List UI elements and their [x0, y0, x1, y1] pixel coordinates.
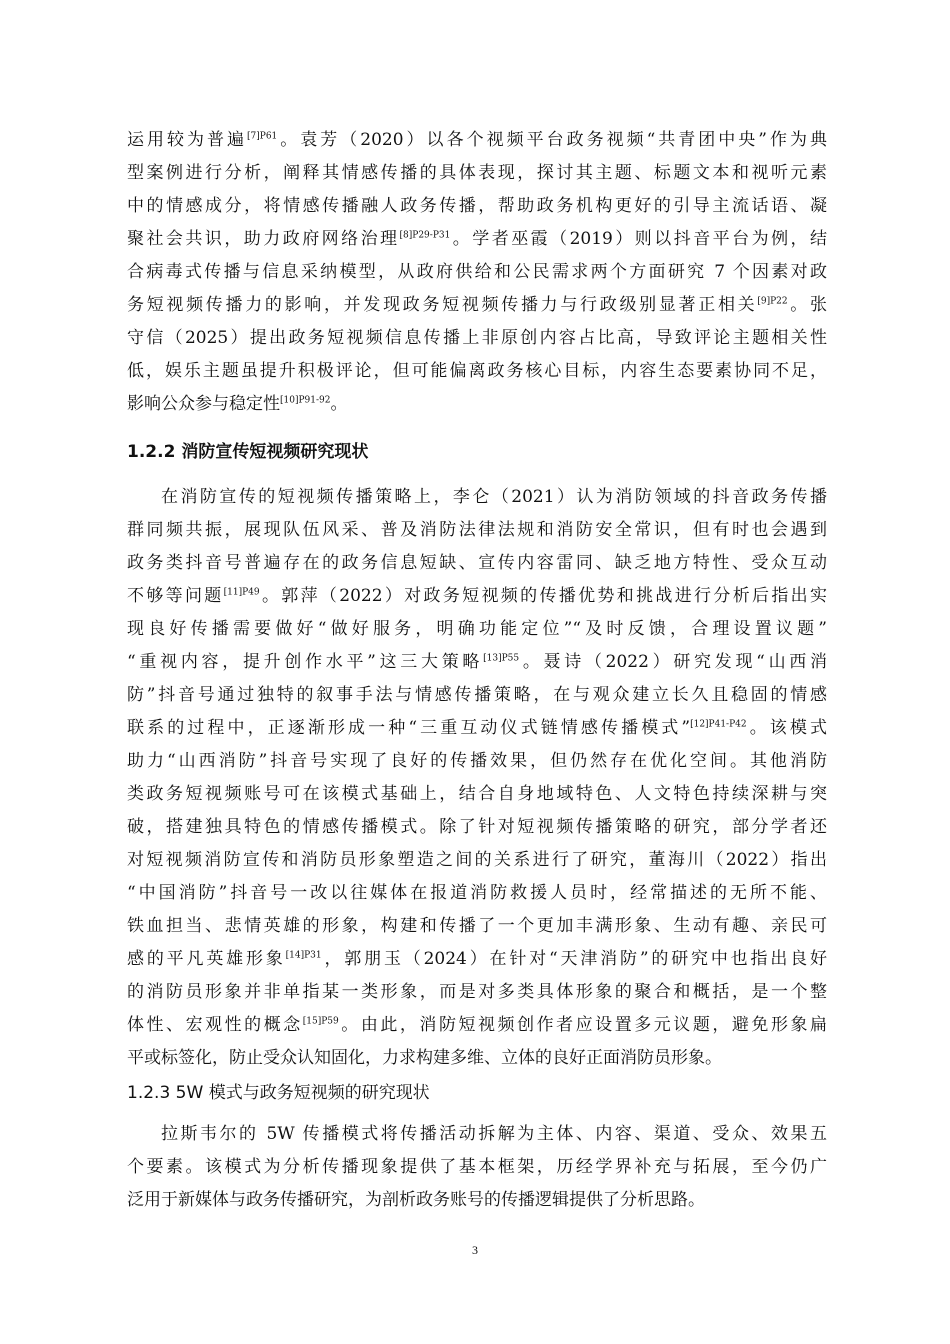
paragraph-1	[127, 124, 827, 421]
citation: [7]P61	[247, 131, 278, 142]
text-line: 群同频共振，展现队伍风采、普及消防法律法规和消防安全常识，但有时也会遇到	[127, 520, 827, 540]
text-line: 现良好传播需要做好“做好服务，明确功能定位”“及时反馈，合理设置议题”	[127, 619, 827, 639]
text-line: 助力“山西消防”抖音号实现了良好的传播效果，但仍然存在优化空间。其他消防	[127, 751, 827, 771]
citation: [10]P91-92	[280, 395, 331, 406]
section-heading-1-2-3: 1.2.3 5W 模式与政务短视频的研究现状	[127, 1083, 430, 1103]
text-line: 体性、宏观性的概念$^{[15]P59}$。由此，消防短视频创作者应设置多元议题，避免形象扁	[127, 1015, 828, 1035]
text-line: 运用较为普遍$^{[7]P61}$。袁芳（2020）以各个视频平台政务视频“共青团中央”作为典	[127, 130, 827, 150]
text-line: 防”抖音号通过独特的叙事手法与情感传播策略，在与观众建立长久且稳固的情感	[127, 685, 827, 705]
text-line: “重视内容，提升创作水平”这三大策略$^{[13]P55}$。聂诗（2022）研究发现“山西消	[127, 652, 827, 672]
page-number: 3	[472, 1243, 478, 1257]
paragraph-3	[127, 1118, 827, 1217]
text-line: 铁血担当、悲情英雄的形象，构建和传播了一个更加丰满形象、生动有趣、亲民可	[127, 916, 827, 936]
text-line: 影响公众参与稳定性$^{[10]P91-92}$。	[127, 394, 348, 414]
text-line: 泛用于新媒体与政务传播研究，为剖析政务账号的传播逻辑提供了分析思路。	[127, 1190, 705, 1210]
text-line: 对短视频消防宣传和消防员形象塑造之间的关系进行了研究，董海川（2022）指出	[127, 850, 827, 870]
citation: [8]P29-P31	[399, 230, 451, 241]
text-line: 聚社会共识，助力政府网络治理$^{[8]P29-P31}$。学者巫霞（2019）则以抖音平台为例，结	[127, 229, 828, 249]
text-line: 合病毒式传播与信息采纳模型，从政府供给和公民需求两个方面研究 7 个因素对政	[127, 262, 827, 282]
text-line: 联系的过程中，正逐渐形成一种“三重互动仪式链情感传播模式”$^{[12]P41-P42}$。该模式	[127, 718, 827, 738]
text-line: 型案例进行分析，阐释其情感传播的具体表现，探讨其主题、标题文本和视听元素	[127, 163, 827, 183]
text-line: 的消防员形象并非单指某一类形象，而是对多类具体形象的聚合和概括，是一个整	[127, 982, 827, 1002]
citation: [15]P59	[302, 1016, 339, 1027]
paragraph-2	[127, 481, 827, 1075]
text-line: 在消防宣传的短视频传播策略上，李仑（2021）认为消防领域的抖音政务传播	[161, 487, 827, 507]
text-line: 务短视频传播力的影响，并发现政务短视频传播力与行政级别显著正相关$^{[9]P22}$。张	[127, 295, 828, 315]
citation: [13]P55	[483, 653, 520, 664]
section-heading-1-2-2: 1.2.2 消防宣传短视频研究现状	[127, 442, 369, 462]
text-line: 感的平凡英雄形象$^{[14]P31}$，郭朋玉（2024）在针对“天津消防”的研究中也指出良好	[127, 949, 827, 969]
citation: [14]P31	[285, 950, 322, 961]
citation: [9]P22	[757, 296, 788, 307]
text-line: 不够等问题$^{[11]P49}$。郭萍（2022）对政务短视频的传播优势和挑战进行分析后指出实	[127, 586, 828, 606]
text-line: 政务类抖音号普遍存在的政务信息短缺、宣传内容雷同、缺乏地方特性、受众互动	[127, 553, 827, 573]
text-line: 低，娱乐主题虽提升积极评论，但可能偏离政务核心目标，内容生态要素协同不足，	[127, 361, 827, 381]
text-line: 守信（2025）提出政务短视频信息传播上非原创内容占比高，导致评论主题相关性	[127, 328, 827, 348]
text-line: 破，搭建独具特色的情感传播模式。除了针对短视频传播策略的研究，部分学者还	[127, 817, 827, 837]
citation: [11]P49	[223, 587, 260, 598]
text-line: 拉斯韦尔的 5W 传播模式将传播活动拆解为主体、内容、渠道、受众、效果五	[161, 1124, 827, 1144]
text-line: 平或标签化，防止受众认知固化，力求构建多维、立体的良好正面消防员形象。	[127, 1048, 722, 1068]
citation: [12]P41-P42	[690, 719, 747, 730]
text-line: 个要素。该模式为分析传播现象提供了基本框架，历经学界补充与拓展，至今仍广	[127, 1157, 827, 1177]
text-line: “中国消防”抖音号一改以往媒体在报道消防救援人员时，经常描述的无所不能、	[127, 883, 827, 903]
text-line: 类政务短视频账号可在该模式基础上，结合自身地域特色、人文特色持续深耕与突	[127, 784, 827, 804]
text-line: 中的情感成分，将情感传播融人政务传播，帮助政务机构更好的引导主流话语、凝	[127, 196, 827, 216]
